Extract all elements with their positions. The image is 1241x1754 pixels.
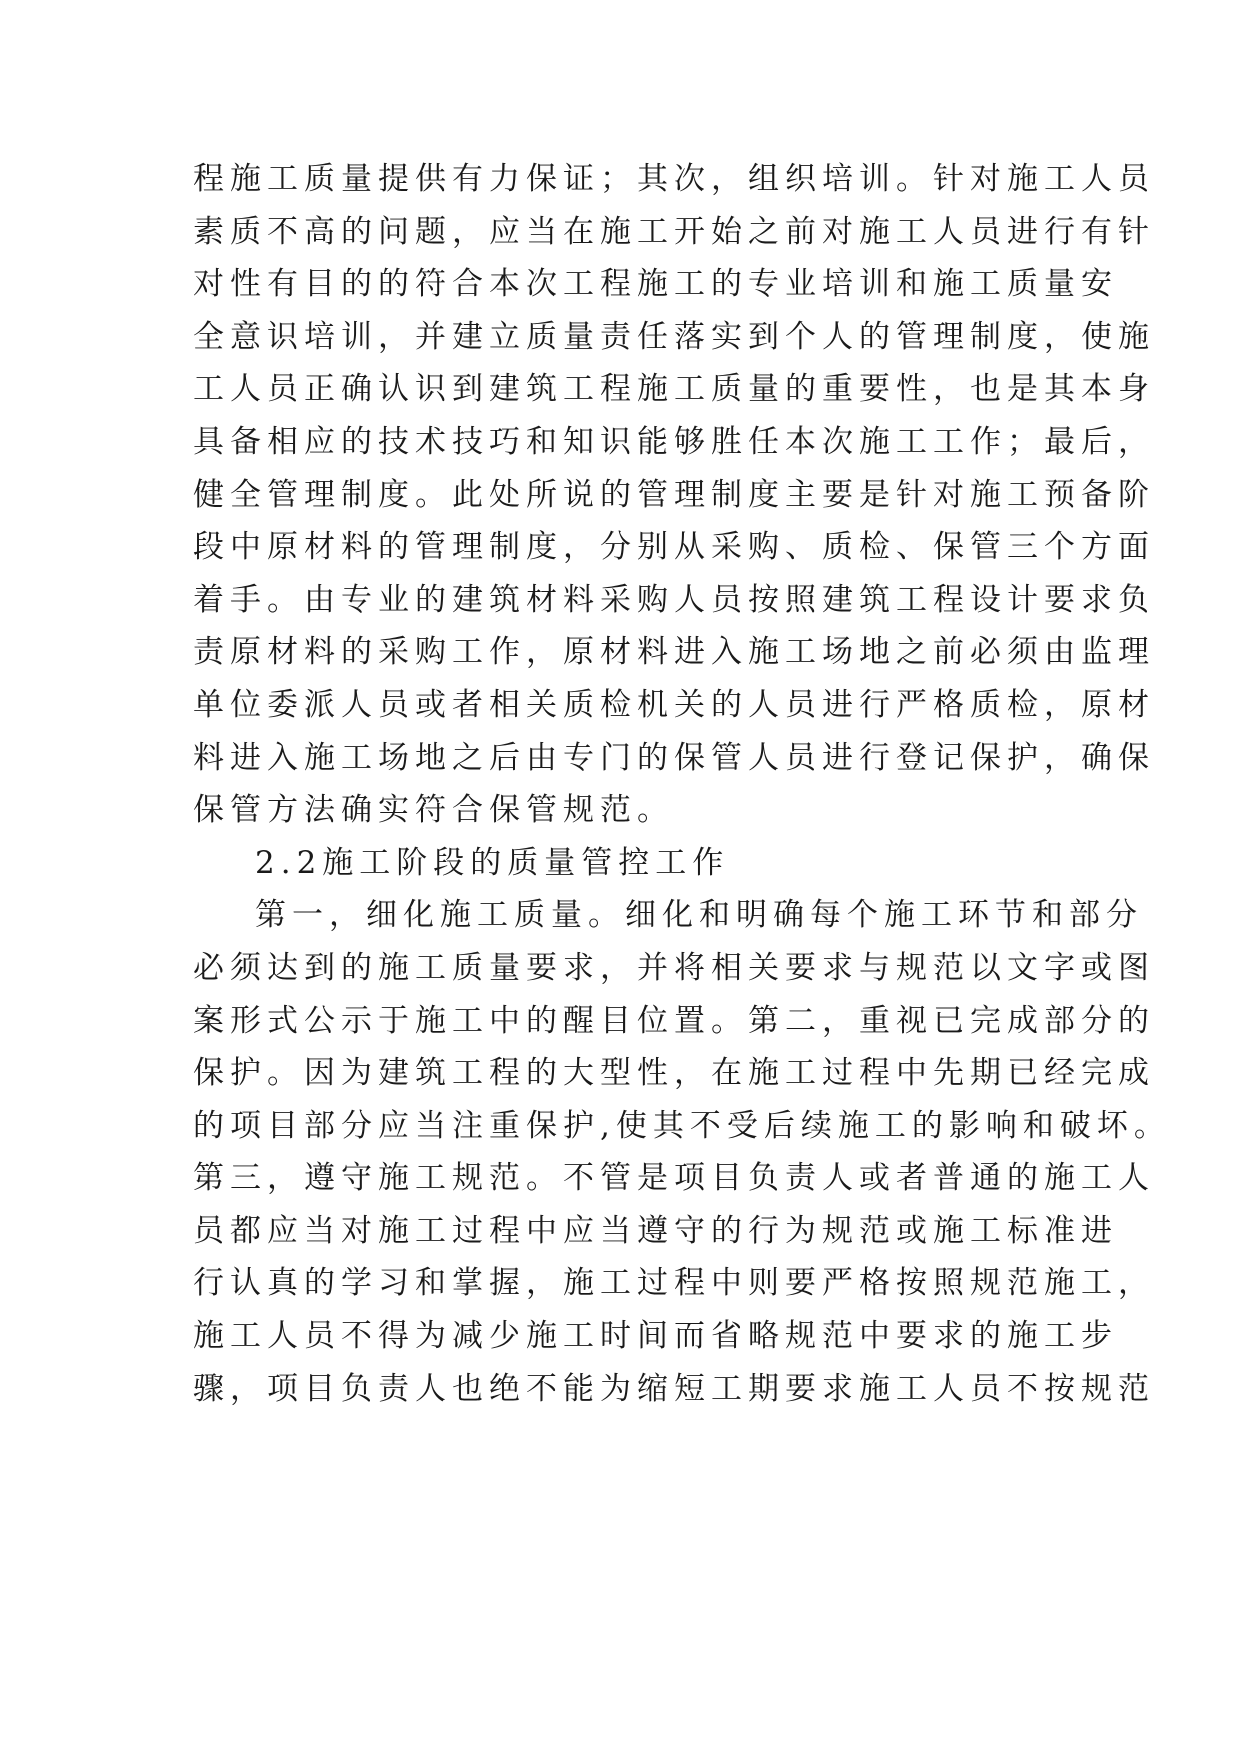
- text-line: 单位委派人员或者相关质检机关的人员进行严格质检，原材: [193, 686, 1155, 723]
- text-line: 骤，项目负责人也绝不能为缩短工期要求施工人员不按规范: [193, 1370, 1155, 1407]
- text-line: 行认真的学习和掌握，施工过程中则要严格按照规范施工，: [193, 1265, 1155, 1302]
- text-line: 素质不高的问题，应当在施工开始之前对施工人员进行有针: [193, 213, 1155, 250]
- text-line: 第一，细化施工质量。细化和明确每个施工环节和部分: [255, 897, 1143, 934]
- section-heading: 2.2施工阶段的质量管控工作: [255, 844, 730, 881]
- text-line: 保护。因为建筑工程的大型性，在施工过程中先期已经完成: [193, 1055, 1155, 1092]
- text-line: 段中原材料的管理制度，分别从采购、质检、保管三个方面: [193, 529, 1155, 566]
- text-line: 施工人员不得为减少施工时间而省略规范中要求的施工步: [193, 1318, 1118, 1355]
- text-line: 料进入施工场地之后由专门的保管人员进行登记保护，确保: [193, 739, 1155, 776]
- text-line: 案形式公示于施工中的醒目位置。第二，重视已完成部分的: [193, 1002, 1155, 1039]
- paragraph-original-materials: [193, 153, 1155, 837]
- document-body: [193, 153, 1171, 1415]
- text-line: 必须达到的施工质量要求，并将相关要求与规范以文字或图: [193, 949, 1155, 986]
- text-line: 责原材料的采购工作，原材料进入施工场地之前必须由监理: [193, 634, 1155, 671]
- text-line: 健全管理制度。此处所说的管理制度主要是针对施工预备阶: [193, 476, 1155, 513]
- text-line: 对性有目的的符合本次工程施工的专业培训和施工质量安: [193, 266, 1118, 303]
- text-line: 第三，遵守施工规范。不管是项目负责人或者普通的施工人: [193, 1160, 1155, 1197]
- text-line: 员都应当对施工过程中应当遵守的行为规范或施工标准进: [193, 1212, 1118, 1249]
- text-line: 工人员正确认识到建筑工程施工质量的重要性，也是其本身: [193, 371, 1155, 408]
- text-line: 全意识培训，并建立质量责任落实到个人的管理制度，使施: [193, 318, 1155, 355]
- paragraph-construction-stage: [193, 889, 1171, 1415]
- text-line: 程施工质量提供有力保证；其次，组织培训。针对施工人员: [193, 161, 1155, 197]
- text-line: 的项目部分应当注重保护,使其不受后续施工的影响和破坏。: [193, 1107, 1171, 1144]
- text-line: 具备相应的技术技巧和知识能够胜任本次施工工作；最后，: [193, 423, 1155, 460]
- text-line: 着手。由专业的建筑材料采购人员按照建筑工程设计要求负: [193, 581, 1155, 618]
- text-line: 保管方法确实符合保管规范。: [193, 792, 674, 829]
